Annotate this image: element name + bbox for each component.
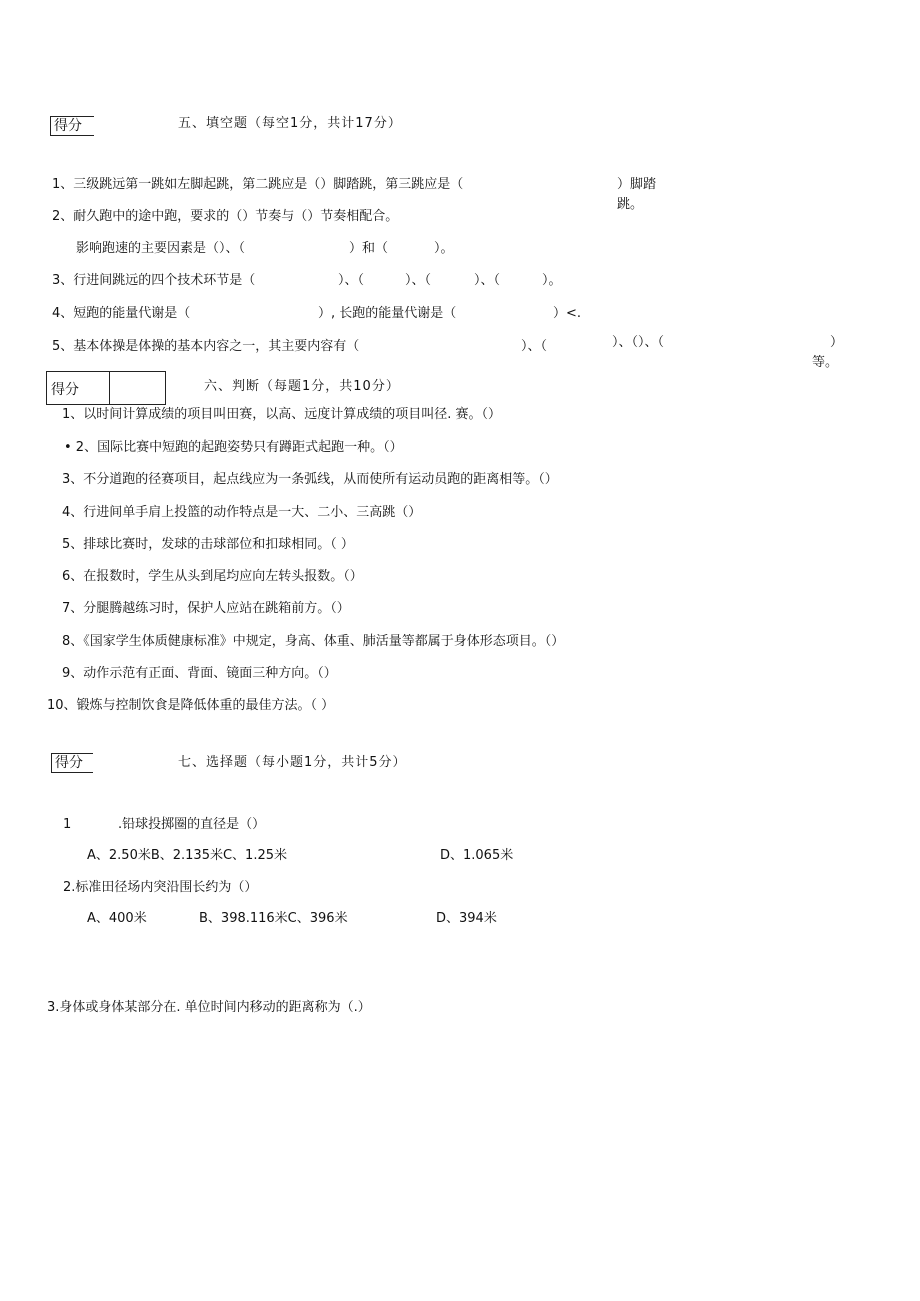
fill-q4-b: ）, 长跑的能量代谢是（ — [318, 306, 457, 321]
fill-q5-a: 5、基本体操是体操的基本内容之一，其主要内容有（ — [52, 339, 360, 354]
fill-q1-tail-a: ）脚踏 — [617, 177, 657, 192]
fill-q3-b: ）、（ — [338, 273, 365, 288]
fill-q5-d: ） — [830, 335, 844, 350]
judge-item-9: 9、动作示范有正面、背面、镜面三种方向。（） — [62, 666, 337, 681]
fill-q5-e: 等。 — [812, 355, 839, 370]
section5-title: 五、填空题（每空1分，共计17分） — [178, 116, 402, 131]
fill-q2b-c: ）。 — [434, 241, 454, 256]
judge-item-3: 3、不分道跑的径赛项目，起点线应为一条弧线，从而使所有运动员跑的距离相等。（） — [62, 472, 558, 487]
fill-q1-tail-b: 跳。 — [617, 197, 644, 212]
choice-q1-number: 1 — [63, 817, 72, 832]
fill-q3-d: ）、（ — [474, 273, 501, 288]
choice-q3-text: 3.身体或身体某部分在. 单位时间内移动的距离称为（.） — [47, 1000, 371, 1015]
choice-q1-options-abc: A、2.50米B、2.135米C、1.25米 — [87, 848, 287, 863]
score-label: 得分 — [54, 118, 82, 134]
judge-item-7: 7、分腿腾越练习时，保护人应站在跳箱前方。（） — [62, 601, 350, 616]
score-label: 得分 — [55, 755, 83, 771]
fill-q5-c: ）、（）、（ — [612, 335, 665, 350]
judge-item-10: 10、锻炼与控制饮食是降低体重的最佳方法。（ ） — [47, 698, 335, 713]
judge-item-1: 1、以时间计算成绩的项目叫田赛，以高、远度计算成绩的项目叫径. 赛。（） — [62, 407, 502, 422]
fill-q2: 2、耐久跑中的途中跑，要求的（）节奏与（）节奏相配合。 — [52, 209, 399, 224]
choice-q2-text: 2.标准田径场内突沿围长约为（） — [63, 880, 258, 895]
choice-q2-option-a: A、400米 — [87, 911, 147, 926]
section7-title: 七、选择题（每小题1分，共计5分） — [178, 755, 407, 770]
score-box-section5 — [50, 116, 94, 136]
score-box-divider — [109, 372, 110, 404]
fill-q4-a: 4、短跑的能量代谢是（ — [52, 306, 191, 321]
fill-q2b-b: ）和（ — [349, 241, 389, 256]
score-label: 得分 — [51, 382, 79, 398]
choice-q2-option-d: D、394米 — [436, 911, 497, 926]
choice-q1-text: .铅球投掷圈的直径是（） — [118, 817, 266, 832]
fill-q5-b: ）、（ — [521, 339, 548, 354]
judge-item-6: 6、在报数时，学生从头到尾均应向左转头报数。（） — [62, 569, 363, 584]
score-box-section6 — [46, 371, 166, 405]
choice-q1-option-d: D、1.065米 — [440, 848, 514, 863]
fill-q3-e: ）。 — [542, 273, 562, 288]
fill-q3-a: 3、行进间跳远的四个技术环节是（ — [52, 273, 256, 288]
judge-item-5: 5、排球比赛时，发球的击球部位和扣球相同。（ ） — [62, 537, 354, 552]
fill-q2b-a: 影响跑速的主要因素是（）、（ — [76, 241, 246, 256]
fill-q4-c: ）<. — [553, 306, 582, 321]
judge-item-8: 8、《国家学生体质健康标准》中规定，身高、体重、肺活量等都属于身体形态项目。（） — [62, 634, 565, 649]
score-box-section7 — [51, 753, 93, 773]
fill-q3-c: ）、（ — [405, 273, 432, 288]
fill-q1: 1、三级跳远第一跳如左脚起跳，第二跳应是（）脚踏跳，第三跳应是（ — [52, 177, 464, 192]
judge-item-2: • 2、国际比赛中短跑的起跑姿势只有蹲距式起跑一种。（） — [64, 440, 403, 455]
judge-item-4: 4、行进间单手肩上投篮的动作特点是一大、二小、三高跳（） — [62, 505, 422, 520]
choice-q2-options-bc: B、398.116米C、396米 — [199, 911, 348, 926]
section6-title: 六、判断（每题1分，共10分） — [204, 379, 400, 394]
